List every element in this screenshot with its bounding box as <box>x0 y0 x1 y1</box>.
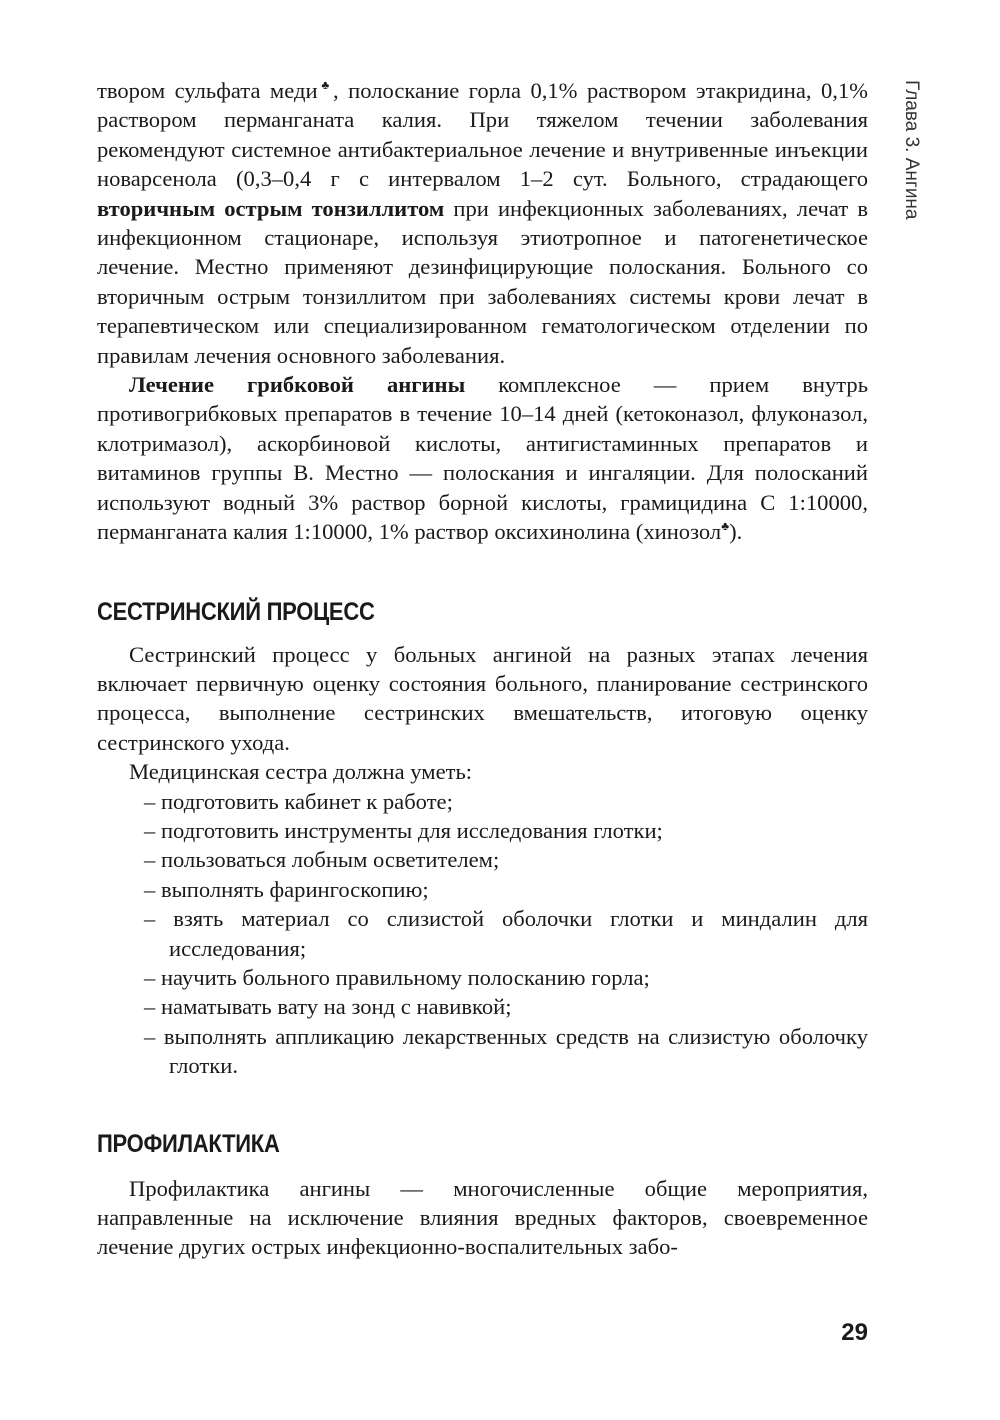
list-item: – пользоваться лобным осветителем; <box>97 845 868 874</box>
term-fungal-angina: Лечение грибковой ангины <box>129 372 466 398</box>
term-secondary-tonsillitis: вторичным острым тонзиллитом <box>97 195 445 221</box>
page-body <box>97 76 868 1262</box>
page-number: 29 <box>841 1319 868 1346</box>
list-item: – научить больного правильному полосканию горла; <box>97 963 868 992</box>
list-item: – наматывать вату на зонд с навивкой; <box>97 992 868 1021</box>
paragraph-prevention: Профилактика ангины — многочисленные общие мероприятия, направленные на исключение влияния вредных факторов, своевременное лечение других острых инфекционно-воспалительных забо- <box>97 1175 868 1260</box>
list-item: – взять материал со слизистой оболочки глотки и миндалин для исследования; <box>97 904 868 963</box>
paragraph-local-treatment: твором сульфата меди♣, полоскание горла 0,1% раствором этакридина, 0,1% раствором перманганата калия. При тяжелом течении заболевания рекомендуют системное антибактериальное лечение и внутривенные инъекции новарсенола (0,3–0,4 г с интервалом 1–2 сут. Больного, страдающего вторичным острым тонзиллитом при инфекционных заболеваниях, лечат в инфекционном стационаре, используя этиотропное и патогенетическое лечение. Местно применяют дезинфицирующие полоскания. Больного со вторичным острым тонзиллитом при заболеваниях системы крови лечат в терапевтическом или специализированном гематологическом отделении по правилам лечения основного заболевания. <box>97 78 869 368</box>
paragraph-fungal-angina: Лечение грибковой ангины комплексное — прием внутрь противогрибковых препаратов в течение 10–14 дней (кетоконазол, флуконазол, клотримазол), аскорбиновой кислоты, антигистаминных препаратов и витаминов группы В. Местно — полоскания и ингаляции. Для полосканий используют водный 3% раствор борной кислоты, грамицидина С 1:10000, перманганата калия 1:10000, 1% раствор оксихинолина (хинозол♣). <box>97 372 868 545</box>
paragraph-nursing-intro: Сестринский процесс у больных ангиной на разных этапах лечения включает первичную оценку состояния больного, планирование сестринского процесса, выполнение сестринских вмешательств, итоговую оценку сестринского ухода. <box>97 641 868 755</box>
list-item: – выполнять фарингоскопию; <box>97 875 868 904</box>
section-heading-nursing-process: СЕСТРИНСКИЙ ПРОЦЕСС <box>97 597 375 626</box>
nurse-skills-list <box>97 787 868 1081</box>
trademark-mark: ♣ <box>721 519 730 534</box>
paragraph-nurse-skills-lead: Медицинская сестра должна уметь: <box>129 759 473 785</box>
list-item: – подготовить кабинет к работе; <box>97 787 868 816</box>
running-header: Глава 3. Ангина <box>901 80 922 220</box>
list-item: – выполнять аппликацию лекарственных средств на слизистую оболочку глотки. <box>97 1022 868 1081</box>
trademark-mark: ♣ <box>317 78 334 92</box>
section-heading-prevention: ПРОФИЛАКТИКА <box>97 1129 280 1158</box>
list-item: – подготовить инструменты для исследования глотки; <box>97 816 868 845</box>
